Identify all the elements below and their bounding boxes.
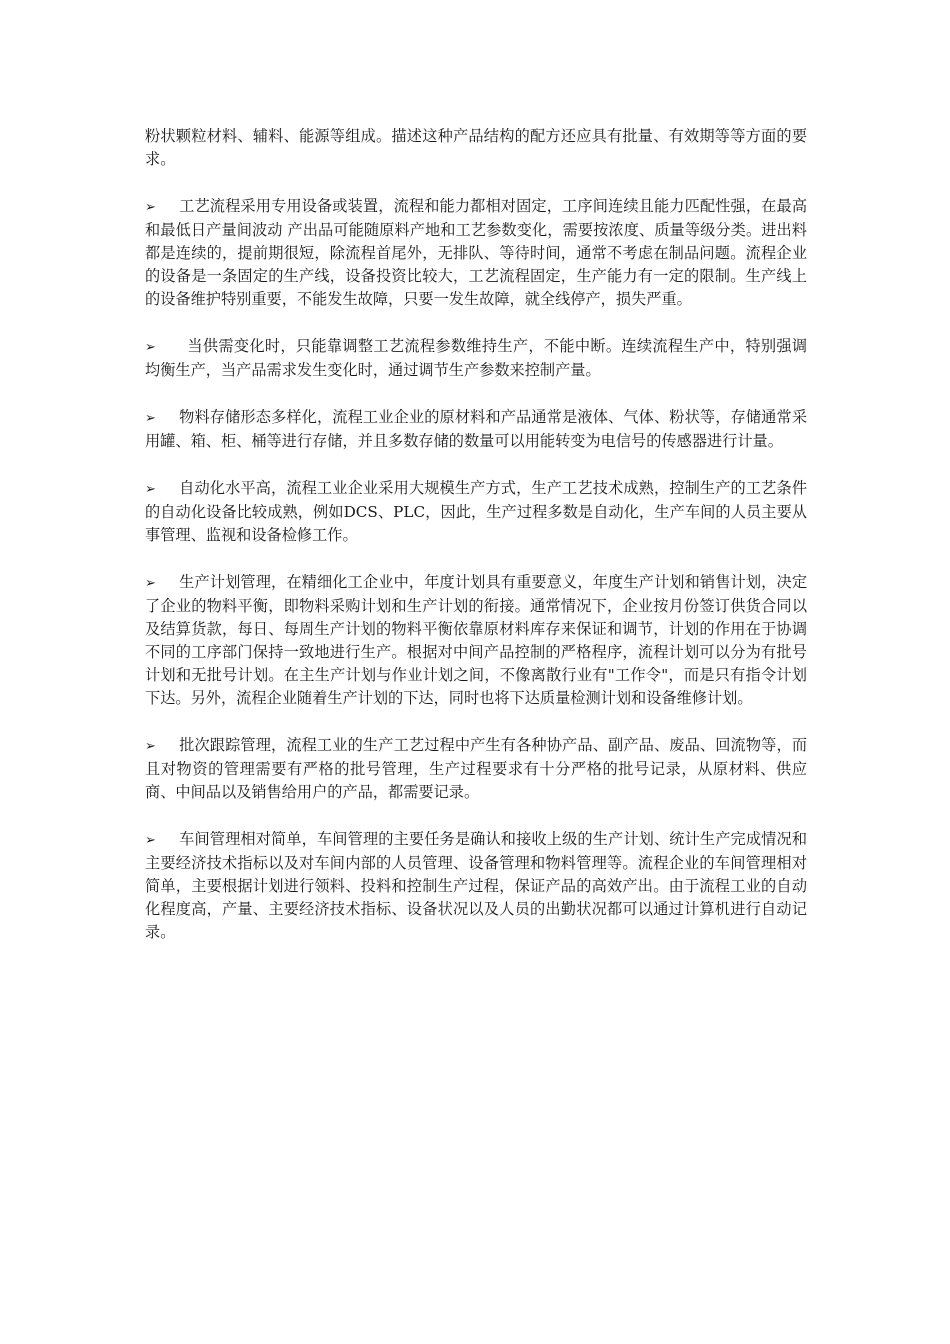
bullet-paragraph (145, 477, 807, 547)
bullet-paragraph (145, 828, 807, 944)
document-body (145, 125, 807, 968)
bullet-paragraph (145, 734, 807, 804)
arrow-bullet-icon: ➢ (145, 739, 156, 754)
arrow-bullet-icon: ➢ (145, 340, 156, 355)
bullet-text: 生产计划管理，在精细化工企业中，年度计划具有重要意义，年度生产计划和销售计划，决定了企业的物料平衡，即物料采购计划和生产计划的衔接。通常情况下，企业按月份签订供货合同以及结算货款，每日、每周生产计划的物料平衡依靠原材料库存来保证和调节，计划的作用在于协调不同的工序部门保持一致地进行生产。根据对中间产品控制的严格程序，流程计划可以分为有批号计划和无批号计划。在主生产计划与作业计划之间，不像离散行业有"工作令"，而是只有指令计划下达。另外，流程企业随着生产计划的下达，同时也将下达质量检测计划和设备维修计划。 (145, 573, 807, 707)
bullet-paragraph (145, 335, 807, 382)
bullet-text: 自动化水平高，流程工业企业采用大规模生产方式，生产工艺技术成熟，控制生产的工艺条件的自动化设备比较成熟，例如DCS、PLC，因此，生产过程多数是自动化，生产车间的人员主要从事管理、监视和设备检修工作。 (145, 479, 807, 544)
arrow-bullet-icon: ➢ (145, 576, 156, 591)
bullet-text: 批次跟踪管理，流程工业的生产工艺过程中产生有各种协产品、副产品、废品、回流物等，而且对物资的管理需要有严格的批号管理，生产过程要求有十分严格的批号记录，从原材料、供应商、中间品以及销售给用户的产品，都需要记录。 (145, 736, 807, 801)
arrow-bullet-icon: ➢ (145, 200, 156, 215)
bullet-text: 物料存储形态多样化，流程工业企业的原材料和产品通常是液体、气体、粉状等，存储通常采用罐、箱、柜、桶等进行存储，并且多数存储的数量可以用能转变为电信号的传感器进行计量。 (145, 408, 807, 450)
arrow-bullet-icon: ➢ (145, 482, 156, 497)
bullet-text: 车间管理相对简单，车间管理的主要任务是确认和接收上级的生产计划、统计生产完成情况和主要经济技术指标以及对车间内部的人员管理、设备管理和物料管理等。流程企业的车间管理相对简单，主要根据计划进行领料、投料和控制生产过程，保证产品的高效产出。由于流程工业的自动化程度高，产量、主要经济技术指标、设备状况以及人员的出勤状况都可以通过计算机进行自动记录。 (145, 830, 807, 941)
arrow-bullet-icon: ➢ (145, 411, 156, 426)
bullet-text: 工艺流程采用专用设备或装置，流程和能力都相对固定，工序间连续且能力匹配性强，在最高和最低日产量间波动 产出品可能随原料产地和工艺参数变化，需要按浓度、质量等级分类。进出料都是连续的，提前期很短，除流程首尾外，无排队、等待时间，通常不考虑在制品问题。流程企业的设备是一条固定的生产线，设备投资比较大，工艺流程固定，生产能力有一定的限制。生产线上的设备维护特别重要，不能发生故障，只要一发生故障，就全线停产，损失严重。 (145, 197, 807, 308)
bullet-text: 当供需变化时，只能靠调整工艺流程参数维持生产，不能中断。连续流程生产中，特别强调均衡生产，当产品需求发生变化时，通过调节生产参数来控制产量。 (145, 337, 807, 379)
bullet-paragraph (145, 571, 807, 710)
arrow-bullet-icon: ➢ (145, 833, 156, 848)
bullet-paragraph (145, 406, 807, 453)
intro-paragraph: 粉状颗粒材料、辅料、能源等组成。描述这种产品结构的配方还应具有批量、有效期等等方面的要求。 (145, 127, 807, 168)
bullet-paragraph (145, 195, 807, 311)
